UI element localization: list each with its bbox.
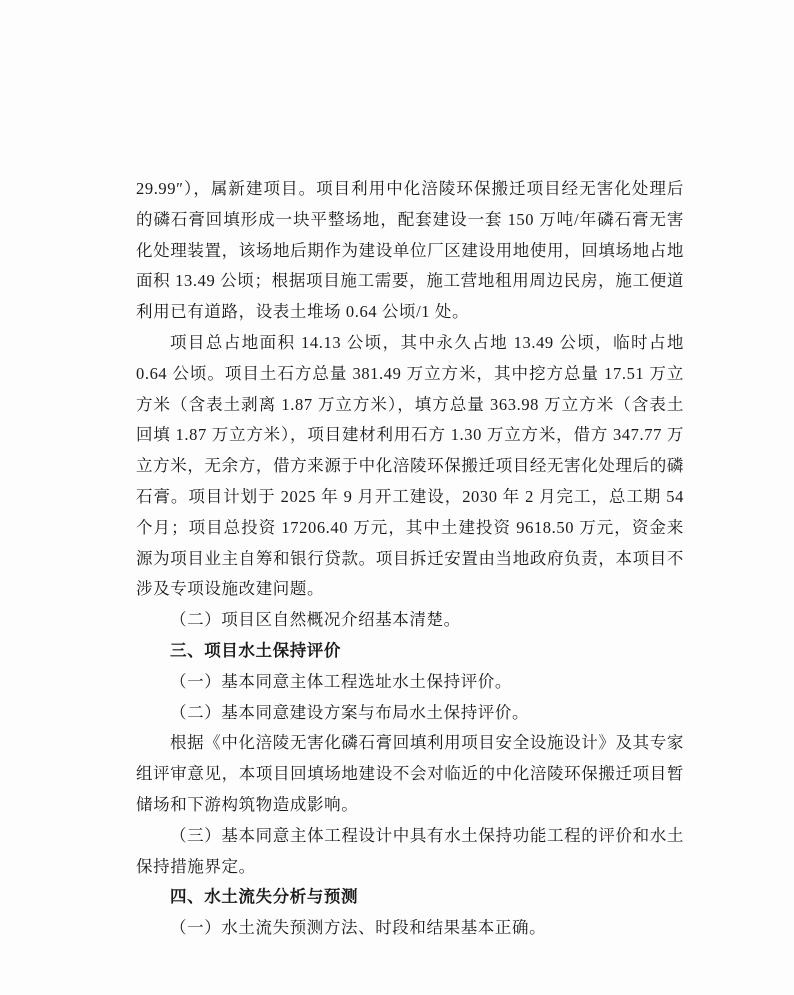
document-body <box>136 174 684 944</box>
section-heading-soil-conservation-evaluation: 三、项目水土保持评价 <box>170 640 341 660</box>
paragraph-natural-conditions: （二）项目区自然概况介绍基本清楚。 <box>170 610 461 630</box>
section-heading-soil-loss-analysis: 四、水土流失分析与预测 <box>170 887 359 907</box>
paragraph-project-overview-continued: 29.99″），属新建项目。项目利用中化涪陵环保搬迁项目经无害化处理后的磷石膏回填形成一块平整场地，配套建设一套 150 万吨/年磷石膏无害化处理装置，该场地后期作为建设单位厂区建设用地使用，回填场地占地面积 13.49 公顷；根据项目施工需要，施工营地租用周边民房，施工便道利用已有道路，设表土堆场 0.64 公顷/1 处。 <box>136 179 684 322</box>
paragraph-land-and-earthwork: 项目总占地面积 14.13 公顷，其中永久占地 13.49 公顷，临时占地 0.64 公顷。项目土石方总量 381.49 万立方米，其中挖方总量 17.51 万立方米（含表土剥离 1.87 万立方米），填方总量 363.98 万立方米（含表土回填 1.87 万立方米），项目建材利用石方 1.30 万立方米，借方 347.77 万立方米，无余方，借方来源于中化涪陵环保搬迁项目经无害化处理后的磷石膏。项目计划于 2025 年 9 月开工建设，2030 年 2 月完工，总工期 54 个月；项目总投资 17206.40 万元，其中土建投资 9618.50 万元，资金来源为项目业主自筹和银行贷款。项目拆迁安置由当地政府负责，本项目不涉及专项设施改建问题。 <box>136 332 684 599</box>
paragraph-prediction-method: （一）水土流失预测方法、时段和结果基本正确。 <box>170 918 547 938</box>
paragraph-site-selection-evaluation: （一）基本同意主体工程选址水土保持评价。 <box>170 671 512 691</box>
paragraph-layout-evaluation: （二）基本同意建设方案与布局水土保持评价。 <box>170 702 530 722</box>
paragraph-safety-design-review: 根据《中化涪陵无害化磷石膏回填利用项目安全设施设计》及其专家组评审意见，本项目回填场地建设不会对临近的中化涪陵环保搬迁项目暂储场和下游构筑物造成影响。 <box>136 733 684 814</box>
paragraph-conservation-function-evaluation: （三）基本同意主体工程设计中具有水土保持功能工程的评价和水土保持措施界定。 <box>136 825 684 876</box>
